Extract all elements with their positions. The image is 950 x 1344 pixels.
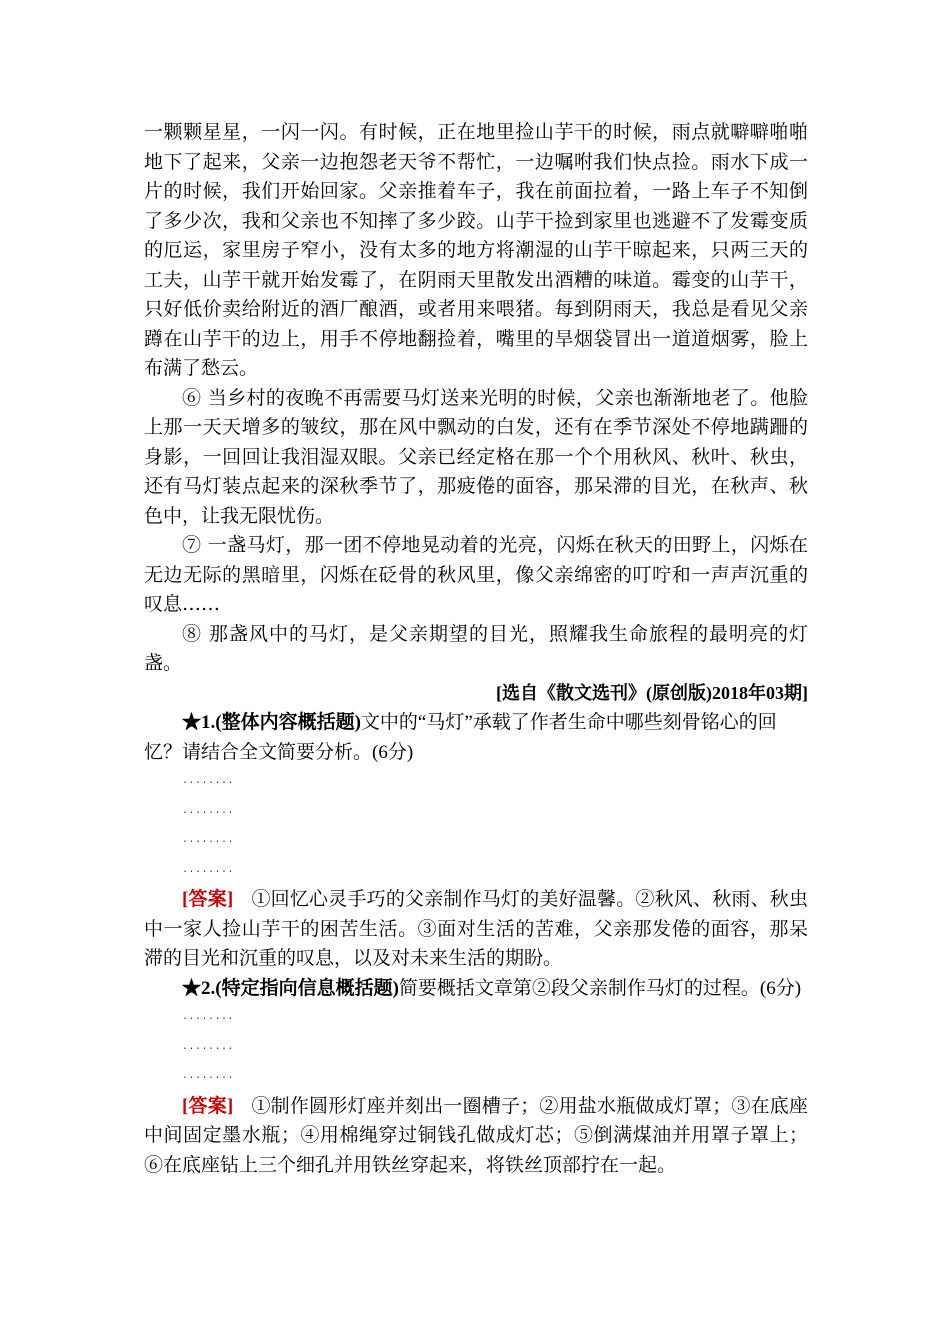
answer-tag: [答案] bbox=[182, 1095, 234, 1117]
answer-2 bbox=[144, 1092, 808, 1181]
answer-blank-line[interactable]: ........ bbox=[182, 835, 235, 846]
paragraph-6: ⑥ 当乡村的夜晚不再需要马灯送来光明的时候，父亲也渐渐地老了。他脸上那一天天增多的皱纹，那在风中飘动的白发，还有在季节深处不停地蹒跚的身影，一回回让我泪湿双眼。父亲已经定格在那一个个用秋风、秋叶、秋虫，还有马灯装点起来的深秋季节了，那疲倦的面容，那呆滞的目光，在秋声、秋色中，让我无限忧伤。 bbox=[144, 386, 808, 527]
answer-blank-line[interactable]: ........ bbox=[182, 1071, 235, 1082]
question-2-lead: ★2.(特定指向信息概括题) bbox=[182, 977, 399, 999]
question-2-text: 简要概括文章第②段父亲制作马灯的过程。(6分) bbox=[398, 977, 802, 999]
answer-tag: [答案] bbox=[182, 889, 234, 910]
question-2 bbox=[144, 974, 808, 1004]
question-1-text: 文中的“马灯”承载了作者生命中哪些刻骨铭心的回忆？请结合全文简要分析。(6分) bbox=[144, 712, 777, 763]
paragraph-8: ⑧ 那盏风中的马灯，是父亲期望的目光，照耀我生命旅程的最明亮的灯盏。 bbox=[144, 622, 808, 674]
answer-blank-line[interactable]: ........ bbox=[182, 864, 235, 876]
document-page bbox=[144, 118, 808, 1180]
question-1-lead: ★1.(整体内容概括题) bbox=[182, 712, 361, 733]
answer-blank-line[interactable]: ........ bbox=[182, 1041, 235, 1053]
answer-blank-line[interactable]: ........ bbox=[182, 805, 235, 817]
answer-1-text: ①回忆心灵手巧的父亲制作马灯的美好温馨。②秋风、秋雨、秋虫中一家人捡山芋干的困苦生活。③面对生活的苦难，父亲那发倦的面容，那呆滞的目光和沉重的叹息，以及对未来生活的期盼。 bbox=[144, 889, 808, 969]
source-citation: [选自《散文选刊》(原创版)2018年03期] bbox=[496, 682, 808, 703]
answer-blank-line[interactable]: ........ bbox=[182, 1012, 235, 1023]
paragraph-7: ⑦ 一盏马灯，那一团不停地晃动着的光亮，闪烁在秋天的田野上，闪烁在无边无际的黑暗里，闪烁在砭骨的秋风里，像父亲绵密的叮咛和一声声沉重的叹息…… bbox=[144, 534, 808, 615]
answer-1 bbox=[144, 885, 808, 974]
paragraph-continued: 一颗颗星星，一闪一闪。有时候，正在地里捡山芋干的时候，雨点就噼噼啪啪地下了起来，父亲一边抱怨老天爷不帮忙，一边嘱咐我们快点捡。雨水下成一片的时候，我们开始回家。父亲推着车子，我在前面拉着，一路上车子不知倒了多少次，我和父亲也不知摔了多少跤。山芋干捡到家里也逃避不了发霉变质的厄运，家里房子窄小，没有太多的地方将潮湿的山芋干晾起来，只两三天的工夫，山芋干就开始发霉了，在阴雨天里散发出酒糟的味道。霉变的山芋干，只好低价卖给附近的酒厂酿酒，或者用来喂猪。每到阴雨天，我总是看见父亲蹲在山芋干的边上，用手不停地翻捡着，嘴里的旱烟袋冒出一道道烟雾，脸上布满了愁云。 bbox=[144, 121, 808, 379]
answer-2-text: ①制作圆形灯座并刻出一圈槽子；②用盐水瓶做成灯罩；③在底座中间固定墨水瓶；④用棉绳穿过铜钱孔做成灯芯；⑤倒满煤油并用罩子罩上；⑥在底座钻上三个细孔并用铁丝穿起来，将铁丝顶部拧在一起。 bbox=[144, 1095, 808, 1176]
question-1 bbox=[144, 708, 808, 767]
answer-blank-line[interactable]: ........ bbox=[182, 776, 235, 787]
